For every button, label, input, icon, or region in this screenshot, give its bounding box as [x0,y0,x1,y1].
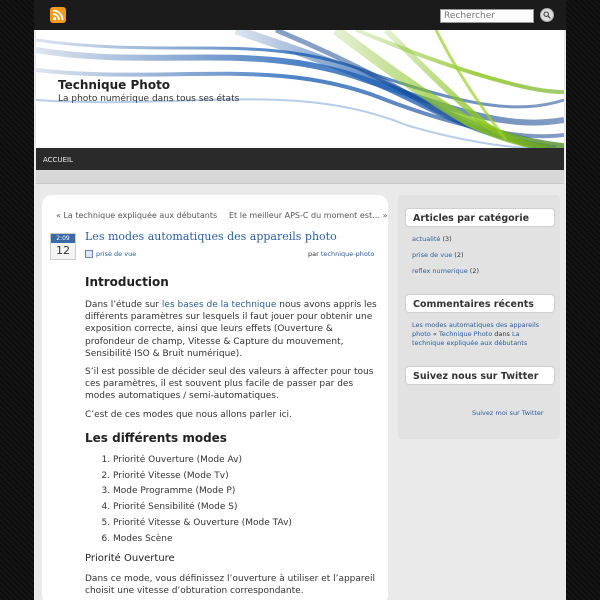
heading-modes: Les différents modes [85,430,227,445]
category-count: (2) [469,267,480,275]
post-author [308,250,374,258]
prev-post-link[interactable]: « La technique expliquée aux débutants [56,211,218,220]
list-item: 2. Priorité Vitesse (Mode Tv) [113,469,381,485]
category-item [412,235,452,243]
twitter-link[interactable]: Suivez moi sur Twitter [472,409,544,417]
site-tagline: La photo numérique dans tous ses états [58,94,240,104]
category-link[interactable]: prise de vue [412,251,453,259]
widget-twitter-title: Suivez nous sur Twitter [405,366,555,385]
recent-author-link[interactable]: Technique Photo [438,330,493,338]
page-frame [34,0,566,600]
category-count: (2) [454,251,464,259]
list-item: 6. Modes Scène [113,532,381,548]
list-item: 3. Mode Programme (Mode P) [113,484,381,500]
p1-before: Dans l’étude sur [85,300,162,310]
widget-categories-title: Articles par catégorie [405,208,555,227]
rss-icon[interactable] [50,7,66,23]
main-content [42,195,388,600]
top-bar [34,0,566,30]
next-post-link[interactable]: Et le meilleur APS-C du moment est… » [229,211,388,220]
paragraph-4: Dans ce mode, vous définissez l’ouverture à utiliser et l’appareil choisit une vitesse d’obturation correspondante. [85,573,375,596]
paragraph-intro [85,299,381,360]
list-item: 4. Priorité Sensibilité (Mode S) [113,500,381,516]
category-link[interactable]: actualité [412,235,441,243]
category-count: (3) [442,235,452,243]
search-button[interactable] [540,8,554,22]
date-month: 2:09 [51,234,75,243]
recent-mid: dans [492,330,512,338]
heading-introduction: Introduction [85,275,169,289]
recent-sep: « [430,330,439,338]
date-day: 12 [56,244,70,257]
nav-home-link[interactable]: ACCUEIL [43,156,73,164]
list-item: 5. Priorité Vitesse & Ouverture (Mode TAv) [113,516,381,532]
paragraph-3: C’est de ces modes que nous allons parler ici. [85,409,292,420]
list-item: 1. Priorité Ouverture (Mode Av) [113,453,381,469]
paragraph-2: S’il est possible de décider seul des valeurs à affecter pour tous ces paramètres, il est souvent plus facile de passer par des modes automatiques / semi-automatiques. [85,367,374,402]
author-prefix: par [308,250,319,258]
link-bases-technique[interactable]: les bases de la technique [161,300,277,310]
heading-priorite-ouverture: Priorité Ouverture [85,552,175,564]
post-title-link[interactable]: Les modes automatiques des appareils photo [85,230,337,243]
nav-bar [36,148,564,170]
post-author-link[interactable]: technique-photo [320,250,375,258]
category-item [412,251,464,259]
category-item [412,267,479,275]
p1-after: nous avons appris les différents paramètres sur lesquels il faut jouer pour obtenir une exposition correcte, ainsi que leurs effets (Ouverture & profondeur de champ, Vitesse & Capture du mouvement, Sensibilité ISO & Bruit numérique). [85,300,377,359]
search-icon [543,11,551,19]
article-body [85,275,381,600]
site-header [36,30,564,148]
widget-recent-comments-title: Commentaires récents [405,294,555,313]
date-badge [50,233,76,260]
post-category-link[interactable]: prise de vue [96,250,137,258]
search-input[interactable] [440,9,534,23]
site-title[interactable]: Technique Photo [58,78,171,92]
header-strip [36,170,564,184]
recent-post-link[interactable]: Les modes automatiques des appareils photo [412,321,540,338]
category-link[interactable]: reflex numerique [412,267,468,275]
sidebar [398,195,560,439]
category-icon [85,250,93,258]
recent-article-link[interactable]: La technique expliquée aux débutants [412,330,528,347]
recent-comment-item [412,321,552,348]
modes-list [113,453,381,548]
